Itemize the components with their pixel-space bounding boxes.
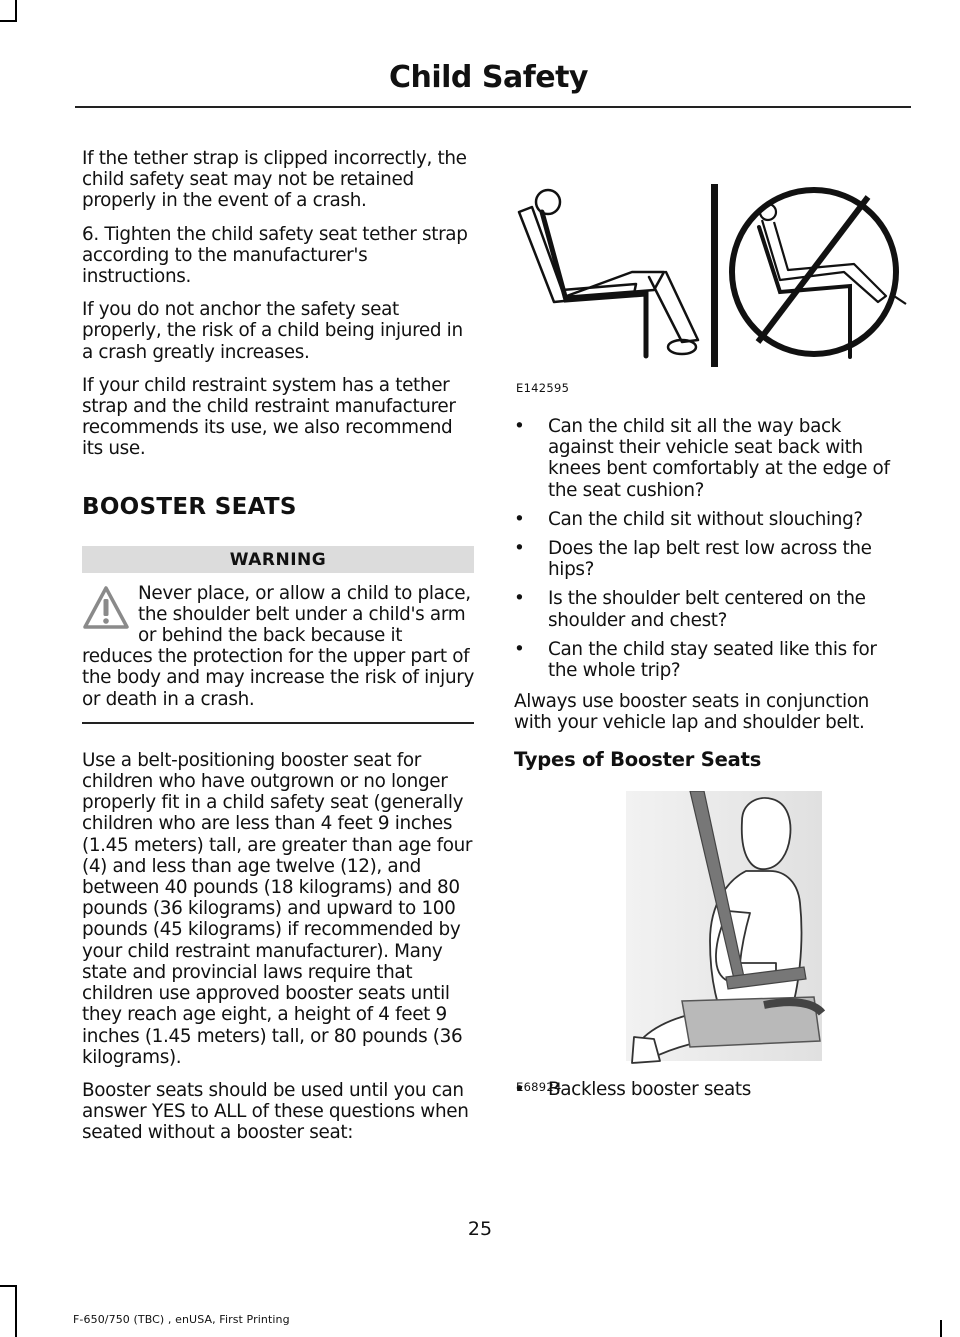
figure-code: E68924 [516, 1079, 562, 1094]
question-list [514, 416, 910, 681]
page-number: 25 [467, 1218, 493, 1240]
crop-mark [15, 1285, 17, 1337]
paragraph: Booster seats should be used until you can answer YES to ALL of these questions when seated without a booster seat: [82, 1079, 469, 1144]
crop-mark [0, 20, 17, 22]
warning-box [82, 546, 474, 724]
section-title: BOOSTER SEATS [82, 493, 297, 520]
subsection-title: Types of Booster Seats [514, 747, 762, 771]
paragraph: 6. Tighten the child safety seat tether strap according to the manufacturer's instructions. [82, 223, 468, 288]
warning-triangle-icon [82, 585, 130, 631]
warning-heading: WARNING [82, 546, 474, 573]
list-item: • Does the lap belt rest low across the hips? [514, 538, 910, 580]
page-title: Child Safety [388, 60, 588, 95]
seat-fit-illustration [514, 172, 910, 377]
header-rule [75, 106, 911, 108]
booster-type-list [514, 1079, 910, 1100]
paragraph: If your child restraint system has a tether strap and the child restraint manufacturer recommends its use, we also recommend its use. [82, 374, 456, 460]
paragraph: Always use booster seats in conjunction with your vehicle lap and shoulder belt. [514, 691, 869, 734]
left-column [82, 148, 474, 1156]
paragraph: If you do not anchor the safety seat properly, the risk of a child being injured in a crash greatly increases. [82, 299, 463, 363]
crop-mark [940, 1320, 942, 1337]
paragraph: If the tether strap is clipped incorrectly, the child safety seat may not be retained properly in the event of a crash. [82, 148, 467, 212]
footer-text: F-650/750 (TBC) , enUSA, First Printing [73, 1313, 290, 1326]
warning-body [82, 573, 474, 722]
warning-text: Never place, or allow a child to place, the shoulder belt under a child's arm or behind the back because it reduces the protection for the upper part of the body and may increase the risk of injury or death in a crash. [82, 582, 474, 710]
list-item: • Backless booster seats [514, 1079, 910, 1100]
list-item: • Can the child stay seated like this for the whole trip? [514, 639, 910, 681]
backless-booster-illustration [514, 791, 910, 1076]
figure-code: E142595 [516, 381, 570, 395]
warning-rule [82, 722, 474, 724]
list-item: • Is the shoulder belt centered on the shoulder and chest? [514, 588, 910, 630]
figure-seat-fit [514, 172, 910, 416]
crop-mark [15, 0, 17, 22]
paragraph: Use a belt-positioning booster seat for children who have outgrown or no longer properly fit in a child safety seat (generally children who are less than 4 feet 9 inches (1.45 meters) tall, are greater than age four (4) and less than age twelve (12), and between 40 pounds (18 kilograms) and 80 pounds (36 kilograms) and upward to 100 pounds (45 kilograms) if recommended by your child restraint manufacturer). Many state and provincial laws require that children use approved booster seats until they reach age eight, a height of 4 feet 9 inches (1.45 meters) tall, or 80 pounds (36 kilograms). [82, 749, 473, 1068]
right-column [514, 172, 910, 1110]
list-item: • Can the child sit without slouching? [514, 509, 910, 530]
crop-mark [0, 1285, 17, 1287]
list-item: • Can the child sit all the way back against their vehicle seat back with knees bent comfortably at the edge of the seat cushion? [514, 416, 910, 501]
